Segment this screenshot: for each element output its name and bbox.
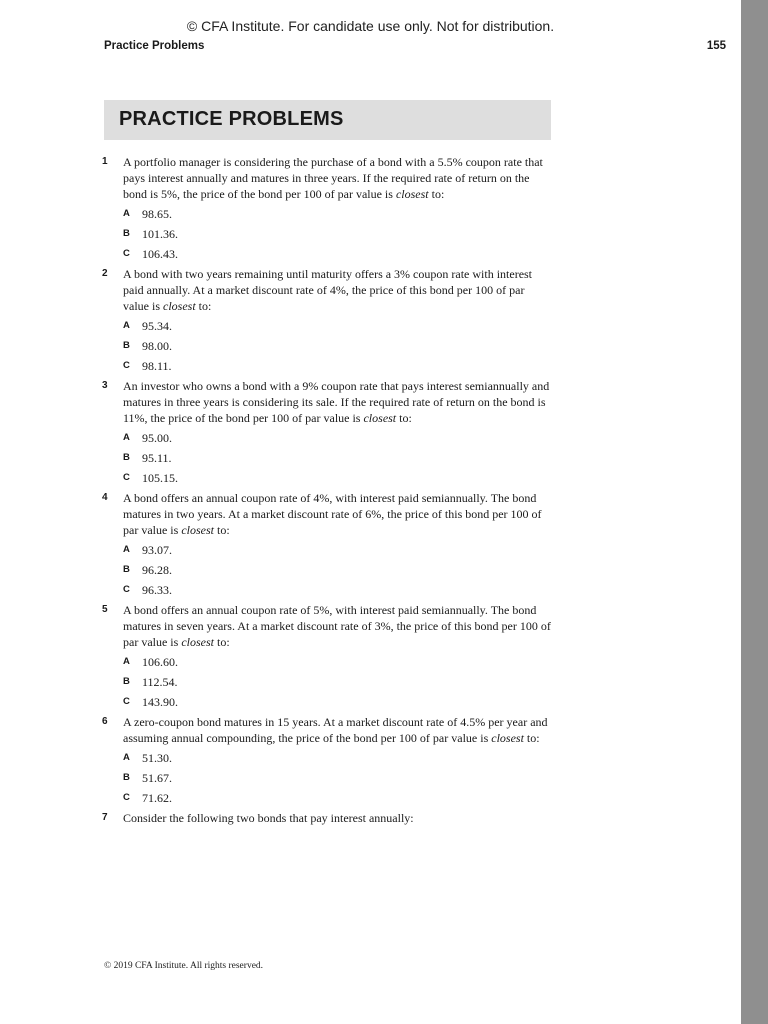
problem-stem (123, 714, 552, 746)
option-letter: C (123, 792, 130, 803)
answer-option (123, 358, 552, 374)
answer-option (123, 582, 552, 598)
problem-item (102, 378, 552, 486)
option-letter: B (123, 564, 130, 575)
problem-item (102, 490, 552, 598)
answer-options (123, 542, 552, 598)
problem-item (102, 602, 552, 710)
option-letter: A (123, 320, 130, 331)
option-text: 98.65. (142, 207, 172, 221)
header-section-title: Practice Problems (104, 40, 205, 52)
answer-option (123, 318, 552, 334)
stem-emphasis: closest (163, 299, 196, 313)
problem-item (102, 810, 552, 826)
option-letter: C (123, 248, 130, 259)
option-letter: A (123, 656, 130, 667)
problem-stem (123, 154, 552, 202)
page-edge-strip (741, 0, 768, 1024)
answer-options (123, 206, 552, 262)
option-text: 106.60. (142, 655, 178, 669)
option-letter: B (123, 228, 130, 239)
stem-emphasis: closest (395, 187, 429, 201)
problem-list (102, 154, 552, 830)
answer-option (123, 226, 552, 242)
problem-number: 7 (102, 812, 108, 823)
answer-option (123, 206, 552, 222)
option-text: 95.34. (142, 319, 172, 333)
answer-option (123, 450, 552, 466)
option-text: 71.62. (142, 791, 172, 805)
problem-stem (123, 810, 552, 826)
option-text: 51.67. (142, 771, 172, 785)
page-title: PRACTICE PROBLEMS (119, 108, 344, 130)
option-letter: A (123, 208, 130, 219)
option-letter: C (123, 696, 130, 707)
problem-stem (123, 490, 552, 538)
answer-option (123, 430, 552, 446)
option-text: 98.00. (142, 339, 172, 353)
stem-text-end: to: (195, 299, 212, 313)
option-letter: B (123, 772, 130, 783)
problem-number: 6 (102, 716, 108, 727)
stem-text: A bond offers an annual coupon rate of 4%, with interest paid semiannually. The bond matures in two years. At a market discount rate of 6%, the price of this bond per 100 of par value is (123, 491, 542, 537)
stem-text: A bond offers an annual coupon rate of 5%, with interest paid semiannually. The bond matures in seven years. At a market discount rate of 3%, the price of this bond per 100 of par value is (123, 603, 551, 649)
option-text: 112.54. (142, 675, 178, 689)
option-letter: B (123, 676, 130, 687)
problem-item (102, 714, 552, 806)
option-letter: A (123, 544, 130, 555)
stem-text: A bond with two years remaining until maturity offers a 3% coupon rate with interest paid annually. At a market discount rate of 4%, the price of this bond per 100 of par value is (123, 267, 533, 313)
option-letter: B (123, 340, 130, 351)
answer-option (123, 750, 552, 766)
stem-emphasis: closest (363, 411, 397, 425)
option-text: 106.43. (142, 247, 178, 261)
option-text: 105.15. (142, 471, 178, 485)
option-letter: A (123, 752, 130, 763)
option-text: 96.28. (142, 563, 172, 577)
answer-option (123, 338, 552, 354)
problem-number: 2 (102, 268, 108, 279)
option-letter: B (123, 452, 130, 463)
answer-option (123, 694, 552, 710)
problem-number: 1 (102, 156, 108, 167)
stem-text-end: to: (396, 411, 412, 425)
option-text: 98.11. (142, 359, 172, 373)
answer-options (123, 750, 552, 806)
copyright-footer: © 2019 CFA Institute. All rights reserved. (104, 961, 264, 971)
stem-text: A zero-coupon bond matures in 15 years. At a market discount rate of 4.5% per year and assuming annual compounding, the price of the bond per 100 of par value is (123, 715, 548, 745)
answer-option (123, 542, 552, 558)
answer-options (123, 318, 552, 374)
answer-options (123, 430, 552, 486)
problem-stem (123, 266, 552, 314)
option-text: 95.00. (142, 431, 172, 445)
option-letter: C (123, 472, 130, 483)
answer-option (123, 654, 552, 670)
stem-emphasis: closest (181, 635, 214, 649)
stem-text: Consider the following two bonds that pay interest annually: (123, 811, 414, 825)
stem-text-end: to: (428, 187, 445, 201)
answer-option (123, 790, 552, 806)
option-text: 93.07. (142, 543, 172, 557)
option-letter: A (123, 432, 130, 443)
page-number: 155 (706, 40, 726, 52)
option-text: 95.11. (142, 451, 172, 465)
problem-stem (123, 602, 552, 650)
watermark-text: © CFA Institute. For candidate use only. Not for distribution. (186, 18, 555, 34)
option-text: 51.30. (142, 751, 172, 765)
option-text: 101.36. (142, 227, 178, 241)
stem-emphasis: closest (181, 523, 214, 537)
section-title-box (104, 100, 551, 140)
running-header (104, 40, 726, 56)
stem-text-end: to: (213, 523, 230, 537)
problem-item (102, 266, 552, 374)
answer-option (123, 470, 552, 486)
answer-option (123, 246, 552, 262)
answer-options (123, 654, 552, 710)
stem-text-end: to: (213, 635, 230, 649)
stem-text-end: to: (523, 731, 540, 745)
option-letter: C (123, 360, 130, 371)
answer-option (123, 562, 552, 578)
option-letter: C (123, 584, 130, 595)
problem-number: 5 (102, 604, 108, 615)
stem-text: A portfolio manager is considering the purchase of a bond with a 5.5% coupon rate that pays interest annually and matures in three years. If the required rate of return on the bond is 5%, the price of the bond per 100 of par value is (123, 155, 543, 201)
answer-option (123, 674, 552, 690)
answer-option (123, 770, 552, 786)
stem-text: An investor who owns a bond with a 9% coupon rate that pays interest semiannually and matures in three years is considering its sale. If the required rate of return on the bond is 11%, the price of the bond per 100 of par value is (123, 379, 550, 425)
problem-stem (123, 378, 552, 426)
stem-emphasis: closest (491, 731, 524, 745)
problem-number: 4 (102, 492, 108, 503)
problem-number: 3 (102, 380, 108, 391)
option-text: 143.90. (142, 695, 178, 709)
option-text: 96.33. (142, 583, 172, 597)
problem-item (102, 154, 552, 262)
